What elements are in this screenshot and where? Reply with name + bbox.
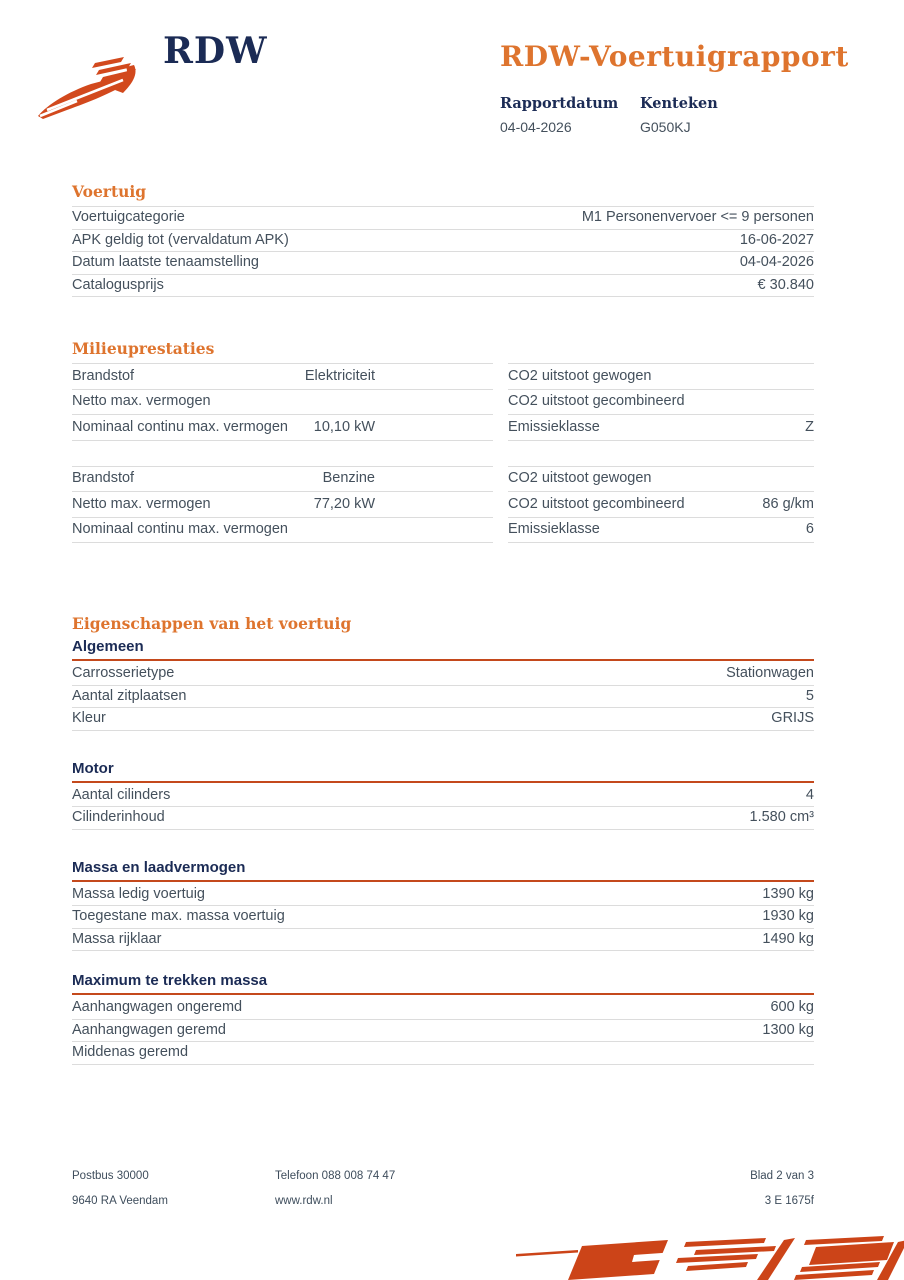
- table-row: [72, 1042, 814, 1065]
- table-row: [72, 884, 814, 907]
- table-row: [72, 275, 814, 298]
- row-label: Datum laatste tenaamstelling: [72, 254, 259, 270]
- row-label: Nominaal continu max. vermogen: [72, 521, 288, 537]
- report-header: [500, 40, 849, 135]
- row-label: APK geldig tot (vervaldatum APK): [72, 231, 289, 248]
- row-label: Emissieklasse: [508, 418, 600, 435]
- subsection-title-algemeen: Algemeen: [72, 638, 144, 655]
- table-row: [72, 906, 814, 929]
- section-milieuprestaties: [72, 339, 814, 543]
- section-voertuig: [72, 182, 814, 297]
- table-row: [508, 415, 814, 441]
- row-value: Z: [805, 418, 814, 435]
- table-row: [508, 518, 814, 544]
- table-row: [508, 492, 814, 518]
- row-value: 16-06-2027: [739, 231, 814, 248]
- table-row: [72, 929, 814, 952]
- row-value: 4: [805, 786, 814, 803]
- row-label: Catalogusprijs: [72, 276, 164, 293]
- row-value: 1490 kg: [762, 930, 814, 947]
- section-title-voertuig: Voertuig: [72, 182, 147, 201]
- milieu-table-right: [508, 466, 814, 544]
- report-body: [72, 182, 814, 1065]
- subsection-algemeen: [72, 638, 814, 731]
- table-row: [72, 518, 493, 544]
- row-value: 10,10 kW: [313, 418, 375, 435]
- trekken-massa-table: [72, 997, 814, 1065]
- table-row: [508, 390, 814, 416]
- table-row: [508, 467, 814, 493]
- row-label: Emissieklasse: [508, 521, 600, 537]
- row-label: Kleur: [72, 710, 106, 726]
- table-row: [72, 686, 814, 709]
- row-label: Massa rijklaar: [72, 930, 162, 947]
- table-row: [72, 997, 814, 1020]
- table-row: [72, 807, 814, 830]
- rdw-logo-text: RDW: [163, 30, 268, 72]
- row-label: Carrosserietype: [72, 665, 175, 681]
- row-label: CO2 uitstoot gewogen: [508, 367, 652, 384]
- orange-rule: [72, 880, 814, 882]
- milieu-table-right: [508, 363, 814, 441]
- row-value: 86 g/km: [762, 495, 814, 512]
- row-value: Benzine: [322, 470, 375, 486]
- row-value: 77,20 kW: [313, 495, 375, 512]
- table-row: [72, 663, 814, 686]
- rdw-stripes-decoration-icon: [516, 1234, 904, 1280]
- row-value: 1390 kg: [762, 885, 814, 902]
- row-value: 1300 kg: [762, 1021, 814, 1038]
- report-date-value: 04-04-2026: [500, 119, 572, 135]
- table-row: [508, 364, 814, 390]
- footer-phone: Telefoon 088 008 74 47: [275, 1170, 396, 1182]
- row-value: 1930 kg: [762, 908, 814, 924]
- row-label: Cilinderinhoud: [72, 809, 165, 825]
- row-value: Elektriciteit: [304, 367, 375, 384]
- row-value: Stationwagen: [726, 665, 814, 681]
- milieu-table-left: [72, 363, 493, 441]
- orange-rule: [72, 659, 814, 661]
- subsection-title-massa: Massa en laadvermogen: [72, 858, 246, 876]
- orange-rule: [72, 781, 814, 783]
- section-title-eigenschappen: Eigenschappen van het voertuig: [72, 614, 352, 633]
- milieu-block-elektriciteit: [72, 363, 814, 441]
- table-row: [72, 1020, 814, 1043]
- subsection-title-trekken-massa: Maximum te trekken massa: [72, 972, 268, 989]
- footer-address-line1: Postbus 30000: [72, 1170, 149, 1182]
- row-label: Toegestane max. massa voertuig: [72, 908, 285, 924]
- footer-website: www.rdw.nl: [275, 1195, 333, 1207]
- orange-rule: [72, 993, 814, 995]
- subsection-title-motor: Motor: [72, 759, 114, 777]
- footer-address-line2: 9640 RA Veendam: [72, 1195, 168, 1207]
- row-label: Massa ledig voertuig: [72, 885, 205, 902]
- massa-table: [72, 884, 814, 952]
- milieu-table-left: [72, 466, 493, 544]
- row-label: Aantal cilinders: [72, 786, 171, 803]
- subsection-massa: [72, 859, 814, 952]
- table-row: [72, 467, 493, 493]
- row-label: Aantal zitplaatsen: [72, 687, 187, 704]
- table-row: [72, 708, 814, 731]
- milieu-block-benzine: [72, 466, 814, 544]
- table-row: [72, 390, 493, 416]
- section-eigenschappen: [72, 614, 814, 1065]
- row-label: Voertuigcategorie: [72, 209, 185, 225]
- subsection-trekken-massa: [72, 972, 814, 1065]
- row-label: Aanhangwagen ongeremd: [72, 999, 243, 1015]
- subsection-motor: [72, 760, 814, 830]
- row-value: 5: [805, 687, 814, 704]
- report-date-label: Rapportdatum: [500, 95, 619, 112]
- row-label: Nominaal continu max. vermogen: [72, 418, 288, 435]
- algemeen-table: [72, 663, 814, 731]
- voertuig-table: [72, 206, 814, 297]
- motor-table: [72, 785, 814, 830]
- footer-doc-code: 3 E 1675f: [764, 1195, 814, 1207]
- rdw-logo: [35, 30, 268, 122]
- license-plate-label: Kenteken: [640, 95, 718, 112]
- table-row: [72, 492, 493, 518]
- row-label: Netto max. vermogen: [72, 393, 211, 409]
- rdw-feather-icon: [35, 52, 157, 122]
- row-value: M1 Personenvervoer <= 9 personen: [581, 209, 814, 225]
- row-label: Middenas geremd: [72, 1044, 189, 1060]
- row-value: 1.580 cm³: [749, 809, 814, 825]
- footer-page-indicator: Blad 2 van 3: [750, 1170, 814, 1182]
- row-label: CO2 uitstoot gewogen: [508, 470, 652, 486]
- row-label: Aanhangwagen geremd: [72, 1021, 226, 1038]
- table-row: [72, 364, 493, 390]
- row-label: Brandstof: [72, 470, 135, 486]
- page-footer: [72, 1170, 814, 1220]
- row-value: GRIJS: [771, 710, 814, 726]
- row-label: Netto max. vermogen: [72, 495, 211, 512]
- row-label: Brandstof: [72, 367, 135, 384]
- page-title: RDW-Voertuigrapport: [500, 40, 849, 73]
- row-value: 6: [805, 521, 814, 537]
- table-row: [72, 230, 814, 253]
- row-value: 600 kg: [770, 999, 814, 1015]
- row-label: CO2 uitstoot gecombineerd: [508, 495, 685, 512]
- table-row: [72, 207, 814, 230]
- row-value: € 30.840: [757, 276, 814, 293]
- table-row: [72, 415, 493, 441]
- row-label: CO2 uitstoot gecombineerd: [508, 393, 685, 409]
- row-value: 04-04-2026: [739, 254, 814, 270]
- table-row: [72, 785, 814, 808]
- license-plate-value: G050KJ: [640, 119, 691, 135]
- section-title-milieuprestaties: Milieuprestaties: [72, 339, 215, 358]
- table-row: [72, 252, 814, 275]
